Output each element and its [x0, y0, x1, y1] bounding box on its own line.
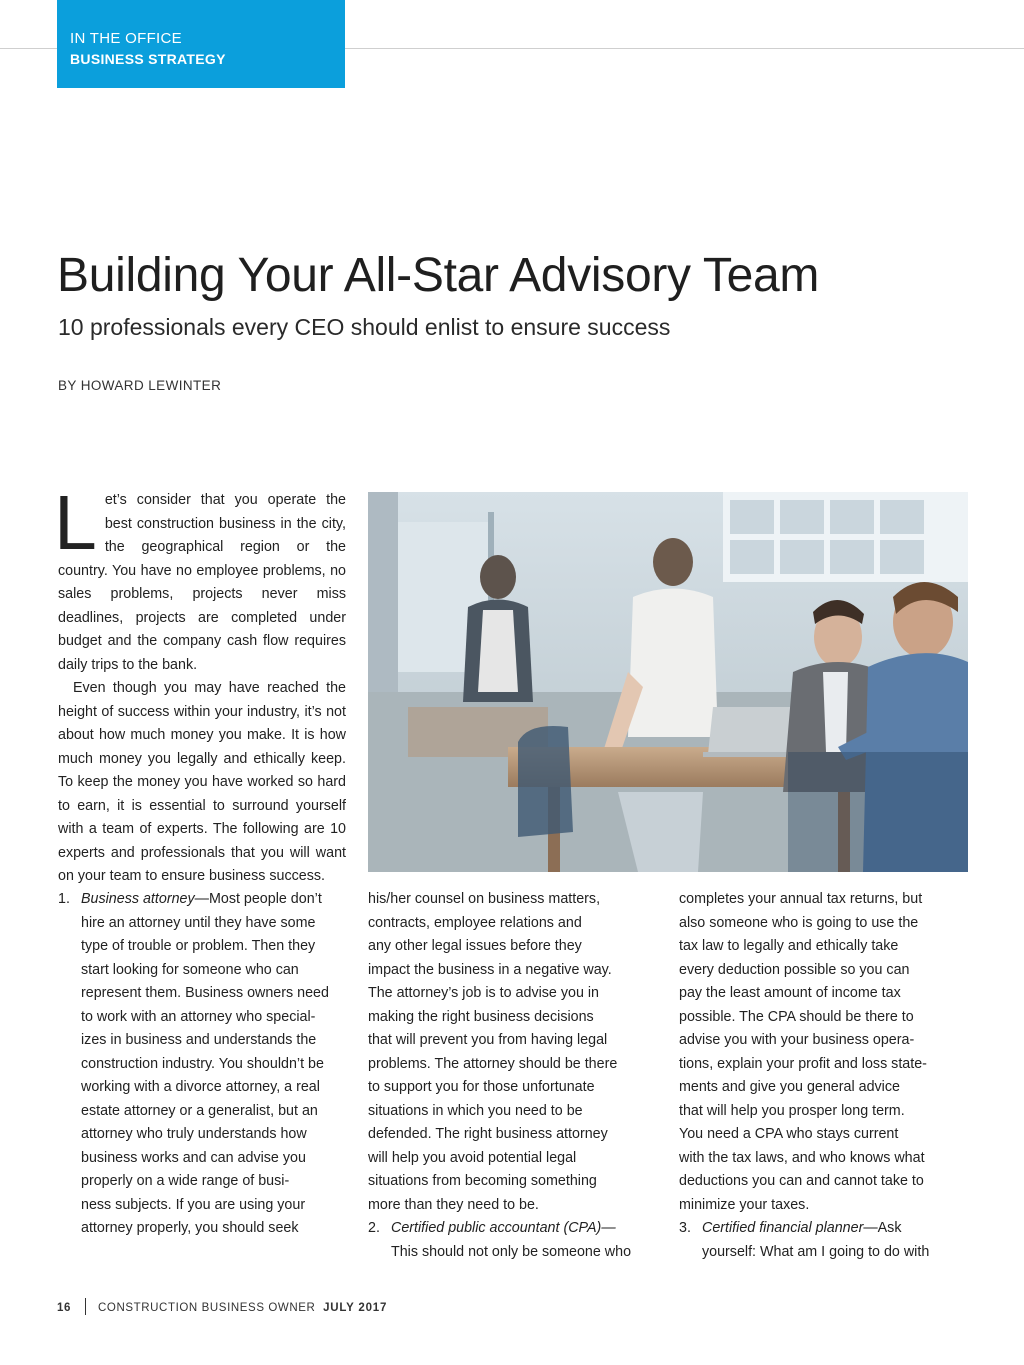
list-number-3: 3. — [679, 1220, 691, 1236]
col3-line-6: advise you with your business opera- — [679, 1032, 915, 1048]
publication-name: CONSTRUCTION BUSINESS OWNER — [98, 1302, 316, 1314]
col2-line-0: his/her counsel on business matters, — [368, 891, 601, 907]
list-item-1-line-11: business works and can advise you — [81, 1149, 306, 1166]
col2-line-11: will help you avoid potential legal — [368, 1149, 577, 1166]
col2-line-5: making the right business decisions — [368, 1008, 594, 1025]
list-term-1: Business attorney — [81, 891, 195, 907]
list-item-3-rest: —Ask — [863, 1220, 902, 1236]
col2-line-12: situations from becoming something — [368, 1173, 597, 1189]
list-item-1-line-5: to work with an attorney who special- — [81, 1008, 316, 1025]
col3-line-0: completes your annual tax returns, but — [679, 891, 923, 907]
list-item-3-line: yourself: What am I going to do with — [702, 1243, 930, 1260]
article-column-1 — [58, 888, 358, 1241]
page-footer — [57, 1298, 387, 1315]
col3-line-10: You need a CPA who stays current — [679, 1126, 899, 1142]
col2-line-1: contracts, employee relations and — [368, 914, 582, 931]
intro-paragraph-2: Even though you may have reached the height of success within your industry, it’s not about how much money you make. It is how much money you legally and ethically keep. To keep the money you have worked so hard to earn, it is essential to surround yourself with a team of experts. The following are 10 experts and professionals that you will want on your team to ensure business success. — [58, 680, 346, 884]
col3-line-9: that will help you prosper long term. — [679, 1102, 905, 1119]
col2-line-7: problems. The attorney should be there — [368, 1055, 618, 1072]
col3-line-2: tax law to legally and ethically take — [679, 938, 899, 954]
list-term-3: Certified financial planner — [702, 1220, 864, 1236]
col2-line-13: more than they need to be. — [368, 1196, 539, 1213]
col3-line-1: also someone who is going to use the — [679, 914, 919, 931]
col3-line-7: tions, explain your profit and loss state- — [679, 1055, 927, 1072]
col2-line-8: to support you for those unfortunate — [368, 1079, 595, 1095]
drop-cap: L — [54, 480, 97, 566]
list-item-2-first-line — [368, 1217, 658, 1241]
list-item-1-line-6: izes in business and understands the — [81, 1032, 317, 1048]
list-item-1-line-4: represent them. Business owners need — [81, 985, 329, 1001]
list-item-1-line-12: properly on a wide range of busi- — [81, 1173, 290, 1189]
article-subtitle: 10 professionals every CEO should enlist to ensure success — [58, 314, 671, 340]
list-item-1-first-line — [58, 888, 358, 912]
list-item-1-line-3: start looking for someone who can — [81, 961, 299, 978]
section-category: BUSINESS STRATEGY — [70, 51, 226, 67]
list-item-2-line: This should not only be someone who — [391, 1243, 632, 1260]
list-number-1: 1. — [58, 891, 70, 907]
col2-line-3: impact the business in a negative way. — [368, 961, 612, 978]
list-item-1-line-9: estate attorney or a generalist, but an — [81, 1102, 318, 1119]
list-item-1-line-0: —Most people don’t — [194, 891, 322, 907]
footer-divider — [85, 1298, 86, 1315]
section-kicker: IN THE OFFICE — [70, 30, 182, 47]
list-item-1-line-14: attorney properly, you should seek — [81, 1220, 299, 1236]
section-tab — [57, 0, 345, 88]
article-column-3 — [679, 888, 979, 1264]
col2-line-10: defended. The right business attorney — [368, 1126, 608, 1142]
col3-line-5: possible. The CPA should be there to — [679, 1008, 914, 1025]
list-item-3-first-line — [679, 1217, 979, 1241]
list-item-1-line-10: attorney who truly understands how — [81, 1126, 307, 1142]
byline: BY HOWARD LEWINTER — [58, 378, 222, 393]
col2-line-9: situations in which you need to be — [368, 1102, 583, 1119]
list-number-2: 2. — [368, 1220, 380, 1236]
team-meeting-photo — [368, 492, 968, 872]
col3-line-11: with the tax laws, and who knows what — [679, 1149, 925, 1166]
col3-line-4: pay the least amount of income tax — [679, 985, 901, 1001]
intro-text — [54, 480, 346, 889]
list-term-2: Certified public accountant (CPA)— — [391, 1220, 616, 1236]
list-item-1-line-7: construction industry. You shouldn’t be — [81, 1055, 324, 1072]
col2-line-6: that will prevent you from having legal — [368, 1032, 608, 1048]
photo-illustration — [368, 492, 968, 872]
issue-date: JULY 2017 — [323, 1302, 388, 1314]
list-item-1-line-1: hire an attorney until they have some — [81, 914, 316, 931]
list-item-1-line-2: type of trouble or problem. Then they — [81, 938, 316, 954]
col3-line-8: ments and give you general advice — [679, 1079, 900, 1095]
col2-line-2: any other legal issues before they — [368, 938, 582, 954]
intro-paragraph-1: et’s consider that you operate the best construction business in the city, the geographical region or the country. You have no employee problems, no sales problems, projects never miss deadlines, projects are completed under budget and the company cash flow requires daily trips to the bank. — [58, 492, 346, 673]
article-column-2 — [368, 888, 658, 1264]
col3-line-3: every deduction possible so you can — [679, 961, 910, 978]
col3-line-13: minimize your taxes. — [679, 1196, 810, 1213]
article-title: Building Your All-Star Advisory Team — [57, 249, 820, 302]
col2-line-4: The attorney’s job is to advise you in — [368, 985, 599, 1001]
list-item-1-line-8: working with a divorce attorney, a real — [81, 1079, 320, 1095]
list-item-1-line-13: ness subjects. If you are using your — [81, 1196, 306, 1213]
col3-line-12: deductions you can and cannot take to — [679, 1173, 924, 1189]
page-number: 16 — [57, 1302, 71, 1314]
